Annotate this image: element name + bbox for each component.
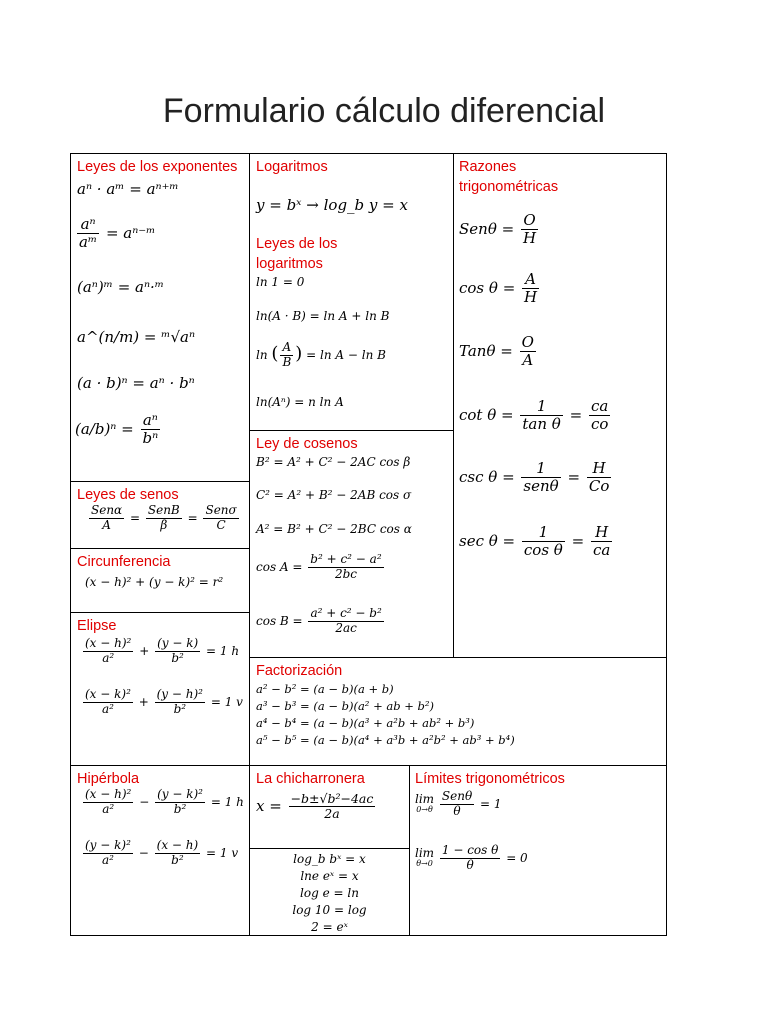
trig-cot-n2: ca <box>589 398 610 416</box>
hyperbola-r1-d1: a² <box>102 801 115 816</box>
trig-csc <box>459 460 613 496</box>
ellipse-cell <box>71 612 250 765</box>
ellipse-r1-rhs: = 1 h <box>206 643 240 658</box>
trig-cot-d2: co <box>590 415 609 434</box>
trig-sec-n1: 1 <box>522 524 565 542</box>
circle-header: Circunferencia <box>77 554 171 570</box>
hyperbola-r2-minus: − <box>138 845 149 860</box>
limit-1-rhs: = 1 <box>480 796 502 811</box>
sine-d1: A <box>102 517 111 532</box>
limit-2-rhs: = 0 <box>506 850 528 865</box>
exponent-formula-4: a^(n/m) = ᵐ√aⁿ <box>77 328 196 346</box>
trig-cot-n1: 1 <box>520 398 562 416</box>
trig-cot-d1: tan θ <box>522 415 561 434</box>
trig-sec-eq: = <box>571 531 585 550</box>
hyperbola-formula-2 <box>81 839 238 868</box>
trig-tan-den: A <box>522 351 534 370</box>
cosine-law-2: C² = A² + B² − 2AB cos σ <box>256 488 412 502</box>
logarithm-cell <box>250 154 454 430</box>
ellipse-header: Elipse <box>77 618 117 634</box>
cosine-law-5 <box>256 607 386 636</box>
trig-cos-den: H <box>524 288 538 307</box>
log-identity-1: log_b bˣ = x <box>293 852 366 866</box>
trig-sec-n2: H <box>591 524 612 542</box>
logarithm-laws-header: Leyes de los logaritmos <box>256 236 338 272</box>
limit-2-num: 1 − cos θ <box>441 843 499 857</box>
logarithm-law-2: ln(A · B) = ln A + ln B <box>256 309 390 323</box>
ellipse-r1-n1: (x − h)² <box>85 636 132 650</box>
factorization-2: a³ − b³ = (a − b)(a² + ab + b²) <box>256 699 434 713</box>
logarithm-f3-rhs: = ln A − ln B <box>306 347 386 362</box>
quadratic-formula-header: La chicharronera <box>256 771 365 787</box>
trig-sen-den: H <box>522 229 537 248</box>
cosine-law-header: Ley de cosenos <box>256 436 358 452</box>
cosine-f4-lhs: cos A = <box>256 559 303 574</box>
trig-sec-lhs: sec θ = <box>459 531 516 550</box>
trig-csc-eq: = <box>567 467 581 486</box>
logarithm-law-4: ln(Aⁿ) = n ln A <box>256 395 344 409</box>
quadratic-num: −b±√b²−4ac <box>290 791 374 806</box>
hyperbola-cell <box>71 765 250 936</box>
sine-n1: Senα <box>91 503 123 517</box>
trig-cos <box>459 271 541 307</box>
logarithm-definition: y = bˣ → log_b y = x <box>256 196 408 214</box>
ellipse-r1-d1: a² <box>102 650 115 665</box>
ellipse-formula-2 <box>81 688 243 717</box>
log-identities <box>250 849 409 936</box>
sine-eq-2: = <box>187 510 198 525</box>
ellipse-r2-n1: (x − k)² <box>85 687 131 701</box>
trig-limits-cell <box>410 765 666 936</box>
limit-1-lim: lim <box>415 792 435 807</box>
cosine-f5-den: 2ac <box>335 620 357 635</box>
exponent-formula-6 <box>75 412 162 448</box>
sine-law-header: Leyes de senos <box>77 487 179 503</box>
circle-formula: (x − h)² + (y − k)² = r² <box>85 575 224 589</box>
trig-cot <box>459 398 612 434</box>
cosine-law-3: A² = B² + C² − 2BC cos α <box>256 522 412 536</box>
trig-csc-lhs: csc θ = <box>459 467 515 486</box>
hyperbola-r1-n1: (x − h)² <box>85 787 132 801</box>
trig-sen <box>459 212 540 248</box>
trig-tan <box>459 334 538 370</box>
trig-cot-eq: = <box>569 405 583 424</box>
exponent-f6-lhs: (a/b)ⁿ = <box>75 419 134 438</box>
factorization-1: a² − b² = (a − b)(a + b) <box>256 682 394 696</box>
exponent-f6-num: aⁿ <box>141 412 161 430</box>
cosine-f5-num: a² + c² − b² <box>310 606 382 620</box>
ellipse-r2-d2: b² <box>173 701 187 716</box>
trig-sec-d2: ca <box>592 541 611 560</box>
ellipse-r2-n2: (y − h)² <box>156 687 203 701</box>
trig-ratios-header: Razones trigonométricas <box>459 159 559 195</box>
trig-cos-lhs: cos θ = <box>459 278 516 297</box>
exponent-formula-2 <box>75 216 155 252</box>
log-identity-2: lne eˣ = x <box>300 869 359 883</box>
limit-1-num: Senθ <box>441 789 473 803</box>
trig-csc-d2: Co <box>588 477 610 496</box>
hyperbola-r2-d1: a² <box>101 852 114 867</box>
trig-sec-d1: cos θ <box>523 541 563 560</box>
exponent-laws-cell <box>71 154 250 481</box>
hyperbola-r2-n2: (x − h) <box>156 838 199 852</box>
ellipse-r2-plus: + <box>138 694 149 709</box>
hyperbola-r1-minus: − <box>139 794 150 809</box>
logarithm-law-3: ln ( $\frac{A}{B}$ ) = ln A − ln B <box>256 340 386 369</box>
limit-1-sub: 0→θ <box>416 805 433 815</box>
log-identity-5: 2 = eˣ <box>311 920 348 934</box>
quadratic-den: 2a <box>324 806 340 822</box>
trig-limit-1 <box>415 790 502 819</box>
trig-csc-n2: H <box>587 460 612 478</box>
log-identity-4: log 10 = log <box>292 903 367 917</box>
sine-n3: Senσ <box>205 503 237 517</box>
limit-1-den: θ <box>453 803 461 818</box>
factorization-3: a⁴ − b⁴ = (a − b)(a³ + a²b + ab² + b³) <box>256 716 475 730</box>
sine-n2: SenB <box>147 503 180 517</box>
trig-csc-d1: senθ <box>523 477 559 496</box>
page-title: Formulario cálculo diferencial <box>162 92 606 130</box>
exponent-f2-num: aⁿ <box>77 216 99 234</box>
trig-cos-num: A <box>522 271 539 289</box>
hyperbola-r2-n1: (y − k)² <box>85 838 131 852</box>
quadratic-lhs: x = <box>256 796 282 815</box>
ellipse-r2-d1: a² <box>101 701 114 716</box>
trig-sen-lhs: Senθ = <box>459 219 515 238</box>
cosine-f5-lhs: cos B = <box>256 613 303 628</box>
log-identities-cell <box>250 848 410 936</box>
quadratic-formula <box>256 792 377 822</box>
log-identity-3: log e = ln <box>300 886 359 900</box>
hyperbola-header: Hipérbola <box>77 771 140 787</box>
sine-law-cell <box>71 481 250 548</box>
logarithm-law-1: ln 1 = 0 <box>256 275 305 289</box>
quadratic-formula-cell <box>250 765 410 848</box>
sine-law-formula <box>87 504 241 533</box>
hyperbola-r1-rhs: = 1 h <box>210 794 244 809</box>
sine-d3: C <box>216 517 226 532</box>
trig-sen-num: O <box>521 212 538 230</box>
limit-2-sub: θ→0 <box>416 859 433 869</box>
factorization-header: Factorización <box>256 663 343 679</box>
cosine-f4-den: 2bc <box>334 566 357 581</box>
exponent-f2-den: aᵐ <box>79 233 98 252</box>
hyperbola-r2-d2: b² <box>171 852 184 867</box>
ellipse-r1-n2: (y − k) <box>157 636 199 650</box>
trig-cot-lhs: cot θ = <box>459 405 514 424</box>
circle-cell <box>71 548 250 612</box>
formula-sheet <box>70 153 667 936</box>
logarithm-header: Logaritmos <box>256 159 328 175</box>
limit-2-den: θ <box>466 857 474 872</box>
ellipse-r1-plus: + <box>139 643 150 658</box>
trig-ratios-cell <box>454 154 666 657</box>
trig-tan-num: O <box>521 333 534 351</box>
sine-eq-1: = <box>129 510 141 525</box>
exponent-formula-1: aⁿ · aᵐ = aⁿ⁺ᵐ <box>77 180 179 198</box>
sine-d2: β <box>160 517 168 532</box>
limit-2-lim: lim <box>415 846 435 861</box>
ellipse-formula-1 <box>81 637 239 666</box>
exponent-formula-5: (a · b)ⁿ = aⁿ · bⁿ <box>77 374 195 392</box>
trig-limit-2 <box>415 844 528 873</box>
exponent-f2-rhs: = aⁿ⁻ᵐ <box>105 223 156 242</box>
cosine-law-4 <box>256 553 386 582</box>
trig-limits-header: Límites trigonométricos <box>415 771 565 787</box>
trig-tan-lhs: Tanθ = <box>459 341 513 360</box>
exponent-f6-den: bⁿ <box>142 429 159 448</box>
factorization-4: a⁵ − b⁵ = (a − b)(a⁴ + a³b + a²b² + ab³ + b⁴) <box>256 733 515 747</box>
trig-sec <box>459 524 614 560</box>
cosine-f4-num: b² + c² − a² <box>310 552 382 566</box>
exponent-formula-3: (aⁿ)ᵐ = aⁿ·ᵐ <box>77 278 165 296</box>
hyperbola-r2-rhs: = 1 v <box>206 845 239 860</box>
ellipse-r2-rhs: = 1 v <box>210 694 243 709</box>
hyperbola-r1-n2: (y − k)² <box>157 787 203 801</box>
exponent-laws-header: Leyes de los exponentes <box>77 159 238 175</box>
cosine-law-cell <box>250 430 454 657</box>
cosine-law-1: B² = A² + C² − 2AC cos β <box>256 455 411 469</box>
logarithm-f3-pre: ln <box>256 347 268 362</box>
logarithm-f3-num: A <box>280 341 293 356</box>
hyperbola-r1-d2: b² <box>173 801 187 816</box>
factorization-cell <box>250 657 666 765</box>
logarithm-f3-den: B <box>282 354 292 369</box>
ellipse-r1-d2: b² <box>171 650 184 665</box>
trig-csc-n1: 1 <box>521 460 560 478</box>
hyperbola-formula-1 <box>81 788 244 817</box>
